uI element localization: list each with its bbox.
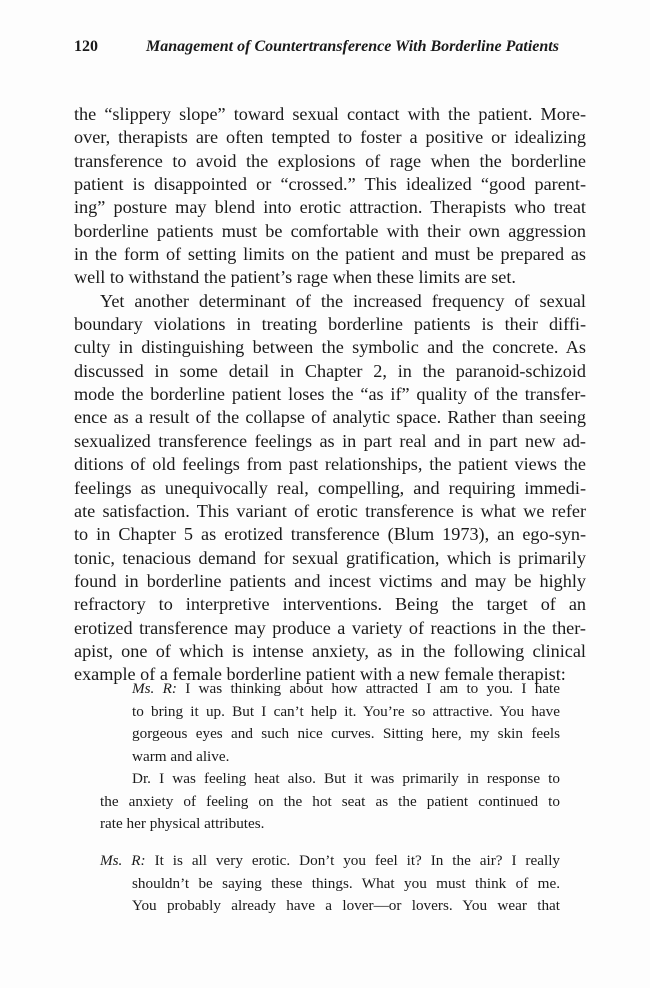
dialogue-line: rate her physical attributes.: [100, 815, 265, 833]
body-line: borderline patients must be comfortable with their own aggression: [74, 220, 586, 241]
body-line: the “slippery slope” toward sexual contact with the patient. More-: [74, 104, 586, 124]
dialogue-line: gorgeous eyes and such nice curves. Sitting here, my skin feels: [132, 725, 560, 743]
dialogue-line: shouldn’t be saying these things. What you must think of me.: [132, 874, 560, 892]
body-line: ing” posture may blend into erotic attraction. Therapists who treat: [74, 197, 586, 218]
speaker-label: Ms. R:: [100, 852, 146, 869]
dialogue-line: [100, 850, 560, 873]
body-line: sexualized transference feelings as in part real and in part new ad-: [74, 430, 586, 451]
dialogue-text: It is all very erotic. Don’t you feel it? In the air? I really: [154, 852, 561, 869]
dialogue-line: warm and alive.: [132, 747, 230, 765]
body-line: well to withstand the patient’s rage when these limits are set.: [74, 267, 516, 288]
body-line: erotized transference may produce a variety of reactions in the ther-: [74, 617, 586, 638]
body-line: boundary violations in treating borderline patients is their diffi-: [74, 314, 586, 335]
body-line: patient is disappointed or “crossed.” This idealized “good parent-: [74, 174, 586, 195]
dialogue-block-patient-1: [100, 678, 560, 768]
body-line: refractory to interpretive interventions. Being the target of an: [74, 594, 586, 615]
body-line: tonic, tenacious demand for sexual gratification, which is primarily: [74, 547, 586, 568]
body-line: ditions of old feelings from past relationships, the patient views the: [74, 454, 586, 475]
dialogue-block-patient-2: [100, 850, 560, 918]
body-line: ence as a result of the collapse of analytic space. Rather than seeing: [74, 407, 586, 428]
body-line: Yet another determinant of the increased frequency of sexual: [100, 290, 586, 311]
body-paragraphs: [74, 103, 586, 687]
body-line: mode the borderline patient loses the “as if” quality of the transfer-: [74, 384, 586, 405]
dialogue-line: Dr. I was feeling heat also. But it was primarily in response to: [132, 770, 560, 787]
running-head: [74, 38, 594, 56]
speaker-label: Ms. R:: [132, 680, 177, 697]
body-line: apist, one of which is intense anxiety, as in the following clinical: [74, 640, 586, 661]
dialogue-line: You probably already have a lover—or lovers. You wear that: [132, 897, 560, 915]
body-line: feelings as unequivocally real, compelling, and requiring immedi-: [74, 477, 586, 498]
body-line: to in Chapter 5 as erotized transference (Blum 1973), an ego-syn-: [74, 524, 586, 545]
page-number: 120: [74, 38, 98, 55]
body-line: over, therapists are often tempted to foster a positive or idealizing: [74, 127, 586, 148]
body-line: culty in distinguishing between the symbolic and the concrete. As: [74, 337, 586, 358]
body-line: in the form of setting limits on the patient and must be prepared as: [74, 244, 586, 265]
running-title: Management of Countertransference With Borderline Patients: [146, 38, 559, 55]
dialogue-line: [100, 678, 560, 701]
body-line: transference to avoid the explosions of rage when the borderline: [74, 150, 586, 171]
dialogue-line: to bring it up. But I can’t help it. You’re so attractive. You have: [132, 702, 560, 720]
body-line: example of a female borderline patient with a new female therapist:: [74, 664, 566, 685]
dialogue-text: I was thinking about how attracted I am to you. I hate: [185, 680, 560, 697]
body-line: discussed in some detail in Chapter 2, in the paranoid-schizoid: [74, 360, 586, 381]
body-line: ate satisfaction. This variant of erotic transference is what we refer: [74, 500, 586, 521]
dialogue-line: the anxiety of feeling on the hot seat as the patient continued to: [100, 792, 560, 810]
dialogue-block-therapist: [100, 768, 560, 836]
body-line: found in borderline patients and incest victims and may be highly: [74, 570, 586, 591]
